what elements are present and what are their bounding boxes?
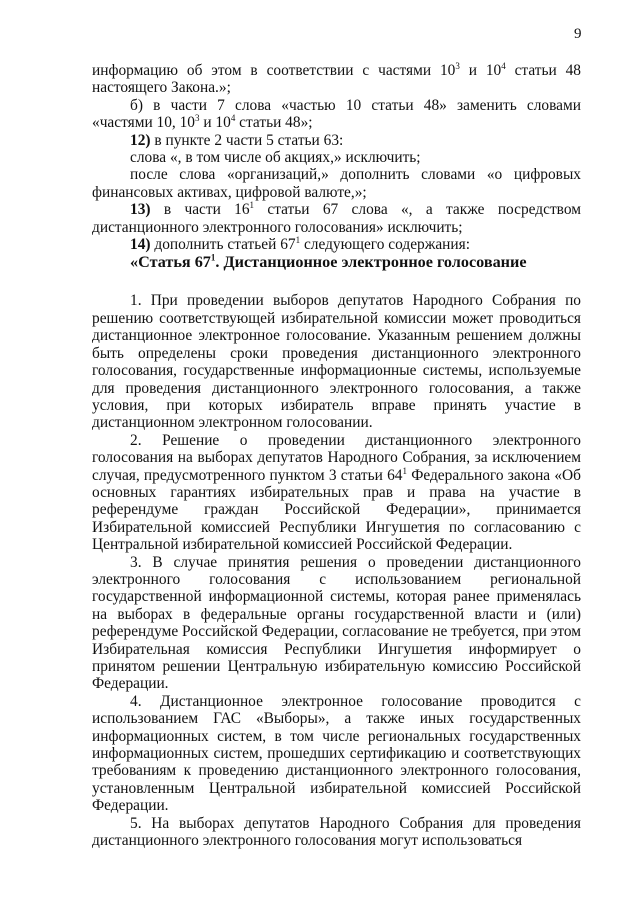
article-clause-3: 3. В случае принятия решения о проведении дистанционного электронного голосования с использованием региональной государственной информационной системы, которая ранее применялась на выборах в федеральные органы государственной власти и (или) референдуме Российской Федерации, согласование не требуется, при этом Избирательная комиссия Республики Ингушетия информирует о принятом решении Центральную избирательную комиссию Российской Федерации. xyxy=(92,553,581,693)
paragraph-amendment-b: б) в части 7 слова «частью 10 статьи 48» заменить словами «частями 10, $10^3$ и $10^4$ статьи 48»; xyxy=(92,96,581,132)
paragraph-item-12-words: слова «, в том числе об акциях,» исключить; xyxy=(130,149,421,167)
article-clause-1: 1. При проведении выборов депутатов Народного Собрания по решению соответствующей избирательной комиссии может проводиться дистанционное электронное голосование. Указанным решением должны быть определены сроки проведения дистанционного электронного голосования, государственные информационные системы, используемые для проведения дистанционного электронного голосования, а также условия, при которых избиратель вправе принять участие в дистанционном электронном голосовании. xyxy=(92,292,581,432)
article-heading: «Статья $67^1$. Дистанционное электронное голосование xyxy=(130,253,527,272)
article-clause-5: 5. На выборах депутатов Народного Собрания для проведения дистанционного электронного голосования могут использоваться xyxy=(92,814,581,850)
paragraph-item-13: 13) в части $16^1$ статьи 67 слова «, а также посредством дистанционного электронного голосования» исключить; xyxy=(92,200,581,236)
document-body xyxy=(92,62,581,849)
paragraph-item-12-add: после слова «организаций,» дополнить словами «о цифровых финансовых активах, цифровой валюте,»; xyxy=(92,166,581,201)
page-number: 9 xyxy=(574,26,582,42)
paragraph-intro: информацию об этом в соответствии с частями $10^3$ и $10^4$ статьи 48 настоящего Закона.»; xyxy=(92,60,582,97)
paragraph-item-12: 12) в пункте 2 части 5 статьи 63: xyxy=(130,131,344,149)
article-clause-4: 4. Дистанционное электронное голосование проводится с использованием ГАС «Выборы», а также иных государственных информационных систем, в том числе региональных государственных информационных систем, прошедших сертификацию и соответствующих требованиям к проведению дистанционного электронного голосования, установленным Центральной избирательной комиссией Российской Федерации. xyxy=(92,692,581,815)
article-clause-2: 2. Решение о проведении дистанционного электронного голосования на выборах депутатов Народного Собрания, за исключением случая, предусмотренного пунктом 3 статьи $64^1$ Федерального закона «Об основных гарантиях избирательных прав и права на участие в референдуме граждан Российской Федерации», принимается Избирательной комиссией Республики Ингушетия по согласованию с Центральной избирательной комиссией Российской Федерации. xyxy=(92,431,581,554)
paragraph-item-14: 14) дополнить статьей $67^1$ следующего содержания: xyxy=(130,234,471,254)
